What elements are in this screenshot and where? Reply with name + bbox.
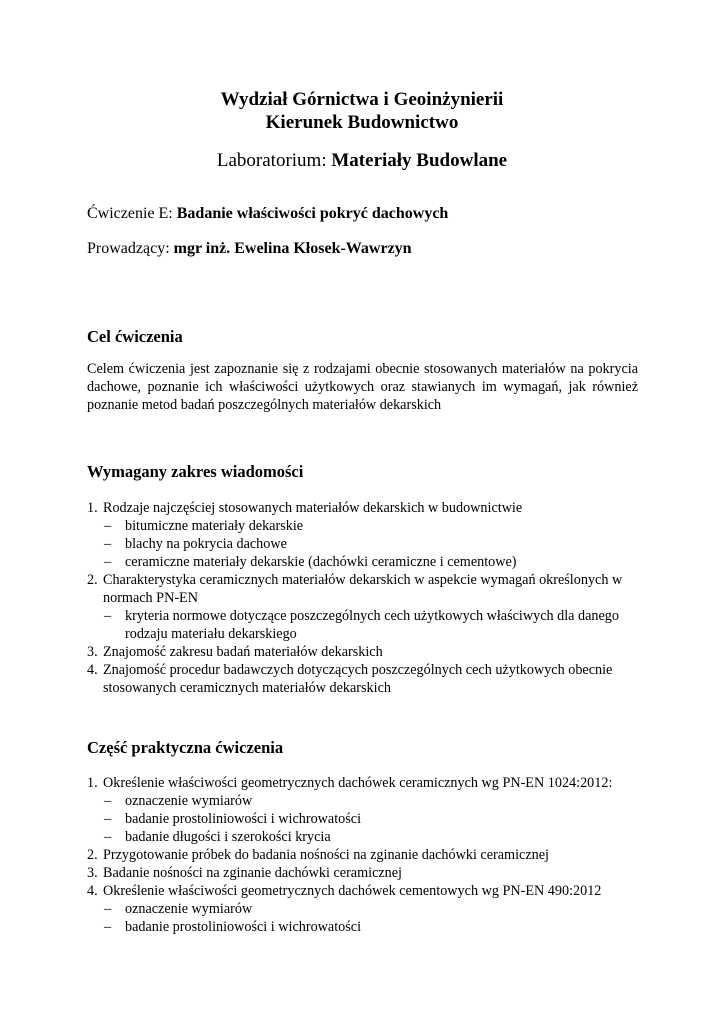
goal-section-title: Cel ćwiczenia xyxy=(87,327,183,346)
exercise-line xyxy=(87,203,448,225)
dash-bullet: – xyxy=(104,829,112,845)
list-item-text: Badanie nośności na zginanie dachówki ceramicznej xyxy=(103,865,402,881)
list-subitem xyxy=(87,900,639,918)
list-item-number: 3. xyxy=(87,644,98,660)
list-subitem-text: oznaczenie wymiarów xyxy=(125,793,253,809)
list-item xyxy=(87,846,639,864)
dash-bullet: – xyxy=(104,901,112,917)
list-subitem-text: badanie prostoliniowości i wichrowatości xyxy=(125,811,362,827)
practical-section-title: Część praktyczna ćwiczenia xyxy=(87,738,284,757)
list-subitem-text: badanie prostoliniowości i wichrowatości xyxy=(125,919,362,935)
list-subitem xyxy=(87,810,639,828)
list-subitem xyxy=(87,792,639,810)
list-subitem xyxy=(87,607,639,643)
instructor-prefix: Prowadzący: xyxy=(87,240,174,257)
list-subitem xyxy=(87,828,639,846)
list-subitem xyxy=(87,918,639,936)
list-item-text: Znajomość procedur badawczych dotyczących poszczególnych cech użytkowych obecnie stosowanych ceramicznych materiałów dekarskich xyxy=(103,662,613,696)
dash-bullet: – xyxy=(104,919,112,935)
dash-bullet: – xyxy=(104,554,112,570)
list-subitem xyxy=(87,517,639,535)
list-item xyxy=(87,571,639,607)
major-heading: Kierunek Budownictwo xyxy=(265,112,459,133)
list-subitem-text: badanie długości i szerokości krycia xyxy=(125,829,331,845)
scope-section-title: Wymagany zakres wiadomości xyxy=(87,462,304,481)
list-subitem xyxy=(87,553,639,571)
list-subitem-text: oznaczenie wymiarów xyxy=(125,901,253,917)
dash-bullet: – xyxy=(104,811,112,827)
list-item-text: Określenie właściwości geometrycznych dachówek ceramicznych wg PN-EN 1024:2012: xyxy=(103,775,613,791)
list-item xyxy=(87,882,639,900)
list-item-number: 3. xyxy=(87,865,98,881)
list-item-number: 1. xyxy=(87,775,98,791)
dash-bullet: – xyxy=(104,536,112,552)
list-subitem xyxy=(87,535,639,553)
dash-bullet: – xyxy=(104,608,112,624)
lab-prefix: Laboratorium: xyxy=(216,150,332,171)
list-item-text: Określenie właściwości geometrycznych dachówek cementowych wg PN-EN 490:2012 xyxy=(103,883,602,899)
list-item xyxy=(87,661,639,697)
list-subitem-text: blachy na pokrycia dachowe xyxy=(125,536,287,552)
scope-list xyxy=(87,499,639,697)
dash-bullet: – xyxy=(104,793,112,809)
instructor-line xyxy=(87,238,412,260)
faculty-heading: Wydział Górnictwa i Geoinżynierii xyxy=(220,89,504,110)
list-item-text: Rodzaje najczęściej stosowanych materiałów dekarskich w budownictwie xyxy=(103,500,523,516)
list-item xyxy=(87,864,639,882)
list-item-number: 4. xyxy=(87,662,98,678)
list-item xyxy=(87,499,639,517)
list-item xyxy=(87,774,639,792)
list-subitem-text: ceramiczne materiały dekarskie (dachówki ceramiczne i cementowe) xyxy=(125,554,517,570)
list-subitem-text: kryteria normowe dotyczące poszczególnych cech użytkowych właściwych dla danego rodzaju materiału dekarskiego xyxy=(125,608,619,642)
exercise-prefix: Ćwiczenie E: xyxy=(87,205,177,222)
instructor-name: mgr inż. Ewelina Kłosek-Wawrzyn xyxy=(173,240,412,257)
goal-paragraph: Celem ćwiczenia jest zapoznanie się z rodzajami obecnie stosowanych materiałów na pokrycia dachowe, poznanie ich właściwości użytkowych oraz stawianych im wymagań, jak również poznanie metod badań poszczególnych materiałów dekarskich xyxy=(87,361,638,413)
exercise-title: Badanie właściwości pokryć dachowych xyxy=(176,205,449,222)
list-item xyxy=(87,643,639,661)
list-item-text: Znajomość zakresu badań materiałów dekarskich xyxy=(103,644,383,660)
list-item-text: Przygotowanie próbek do badania nośności na zginanie dachówki ceramicznej xyxy=(103,847,549,863)
practical-list xyxy=(87,774,639,936)
list-subitem-text: bitumiczne materiały dekarskie xyxy=(125,518,304,534)
list-item-number: 1. xyxy=(87,500,98,516)
lab-name: Materiały Budowlane xyxy=(331,150,508,171)
list-item-number: 4. xyxy=(87,883,98,899)
list-item-number: 2. xyxy=(87,847,98,863)
list-item-number: 2. xyxy=(87,572,98,588)
lab-heading xyxy=(0,148,724,174)
dash-bullet: – xyxy=(104,518,112,534)
list-item-text: Charakterystyka ceramicznych materiałów dekarskich w aspekcie wymagań określonych w normach PN-EN xyxy=(103,572,623,606)
